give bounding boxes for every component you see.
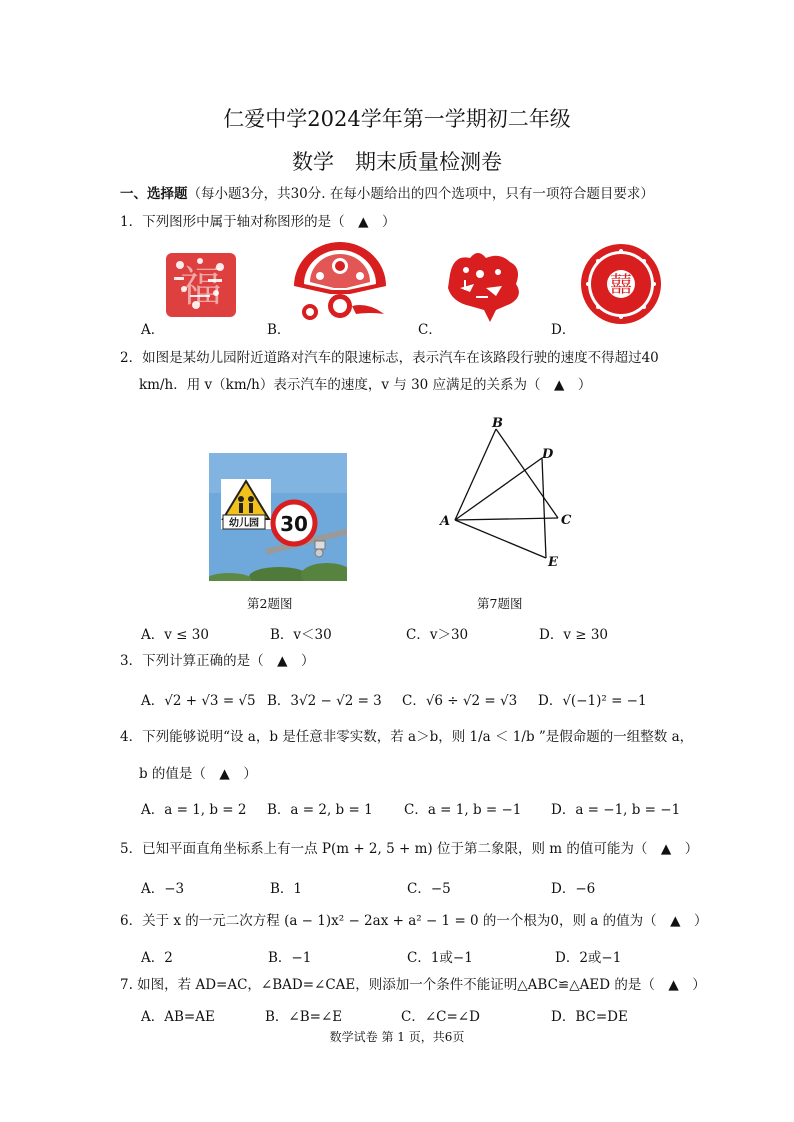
q5-option-a: A．−3 — [141, 881, 185, 897]
section-title: 一、选择题 — [120, 186, 188, 202]
q7-option-b: B．∠B=∠E — [265, 1009, 343, 1025]
section-instructions: （每小题3分，共30分. 在每小题给出的四个选项中，只有一项符合题目要求） — [187, 186, 654, 202]
fig7-caption: 第7题图 — [477, 596, 523, 611]
q1-option-a: A． — [141, 322, 165, 338]
q4-stem-line1: 4．下列能够说明“设 a，b 是任意非零实数，若 a＞b，则 1/a ＜ 1/b ”是假命题的一组整数 a， — [120, 729, 694, 745]
q7-option-c: C．∠C=∠D — [401, 1009, 480, 1025]
fan-papercut-image — [290, 242, 390, 328]
q3-option-d: D．√(−1)² = −1 — [538, 693, 647, 709]
q2-stem-line1: 2．如图是某幼儿园附近道路对汽车的限速标志，表示汽车在该路段行驶的速度不得超过40 — [120, 350, 659, 366]
triangle-figure — [436, 413, 586, 573]
q2-caption: 第2题图 — [247, 596, 293, 611]
q4-option-c: C．a = 1, b = −1 — [404, 802, 522, 818]
q2-option-a: A．v ≤ 30 — [141, 627, 209, 643]
q2-stem-line2: km/h．用 v（km/h）表示汽车的速度，v 与 30 应满足的关系为（ ▲ ） — [139, 377, 592, 393]
q4-option-a: A．a = 1, b = 2 — [141, 802, 247, 818]
q1-option-c: C． — [418, 322, 442, 338]
q4-option-d: D．a = −1, b = −1 — [551, 802, 681, 818]
q7-option-a: A．AB=AE — [141, 1009, 215, 1025]
q5-option-d: D．−6 — [551, 881, 596, 897]
q3-stem: 3．下列计算正确的是（ ▲ ） — [120, 653, 315, 669]
label-a: A — [440, 514, 451, 529]
q2-option-c: C．v＞30 — [406, 627, 469, 643]
q6-stem: 6．关于 x 的一元二次方程 (a − 1)x² − 2ax + a² − 1 = 0 的一个根为0，则 a 的值为（ ▲ ） — [120, 913, 708, 929]
q6-option-a: A．2 — [141, 950, 173, 966]
q6-option-d: D．2或−1 — [555, 950, 622, 966]
rooster-papercut-image — [440, 244, 526, 324]
double-happiness-papercut-image — [580, 243, 662, 325]
page-footer: 数学试卷 第 1 页，共6页 — [329, 1030, 465, 1044]
page-subtitle: 数学 期末质量检测卷 — [292, 150, 502, 174]
speed-limit-number: 30 — [280, 512, 308, 536]
q3-option-c: C．√6 ÷ √2 = √3 — [402, 693, 518, 709]
label-e: E — [548, 555, 558, 570]
q2-option-d: D．v ≥ 30 — [539, 627, 609, 643]
q1-stem: 1．下列图形中属于轴对称图形的是（ ▲ ） — [120, 214, 396, 230]
xi-char: 囍 — [609, 273, 633, 298]
label-d: D — [542, 447, 554, 462]
q7-stem: 7. 如图，若 AD=AC，∠BAD=∠CAE，则添加一个条件不能证明△ABC≌△AED 的是（ ▲ ） — [120, 977, 706, 993]
q1-option-b: B． — [267, 322, 291, 338]
q6-option-c: C．1或−1 — [407, 950, 473, 966]
q5-option-b: B．1 — [270, 881, 303, 897]
speed-limit-photo — [209, 453, 347, 581]
fu-char: 福 — [179, 262, 223, 311]
q5-option-c: C．−5 — [407, 881, 451, 897]
q4-stem-line2: b 的值是（ ▲ ） — [139, 766, 257, 782]
section-heading — [120, 185, 654, 203]
q2-option-b: B．v＜30 — [270, 627, 332, 643]
q3-option-b: B．3√2 − √2 = 3 — [267, 693, 382, 709]
kindergarten-sign-text: 幼儿园 — [229, 518, 259, 529]
q5-stem: 5．已知平面直角坐标系上有一点 P(m + 2, 5 + m) 位于第二象限，则 m 的值可能为（ ▲ ） — [120, 841, 699, 857]
q3-option-a: A．√2 + √3 = √5 — [141, 693, 256, 709]
page-title: 仁爱中学2024学年第一学期初二年级 — [223, 107, 571, 131]
fu-papercut-image — [160, 243, 242, 325]
q6-option-b: B．−1 — [268, 950, 312, 966]
label-b: B — [492, 416, 503, 431]
q4-option-b: B．a = 2, b = 1 — [267, 802, 373, 818]
label-c: C — [561, 513, 572, 528]
q1-option-d: D． — [551, 322, 576, 338]
q7-option-d: D．BC=DE — [551, 1009, 628, 1025]
